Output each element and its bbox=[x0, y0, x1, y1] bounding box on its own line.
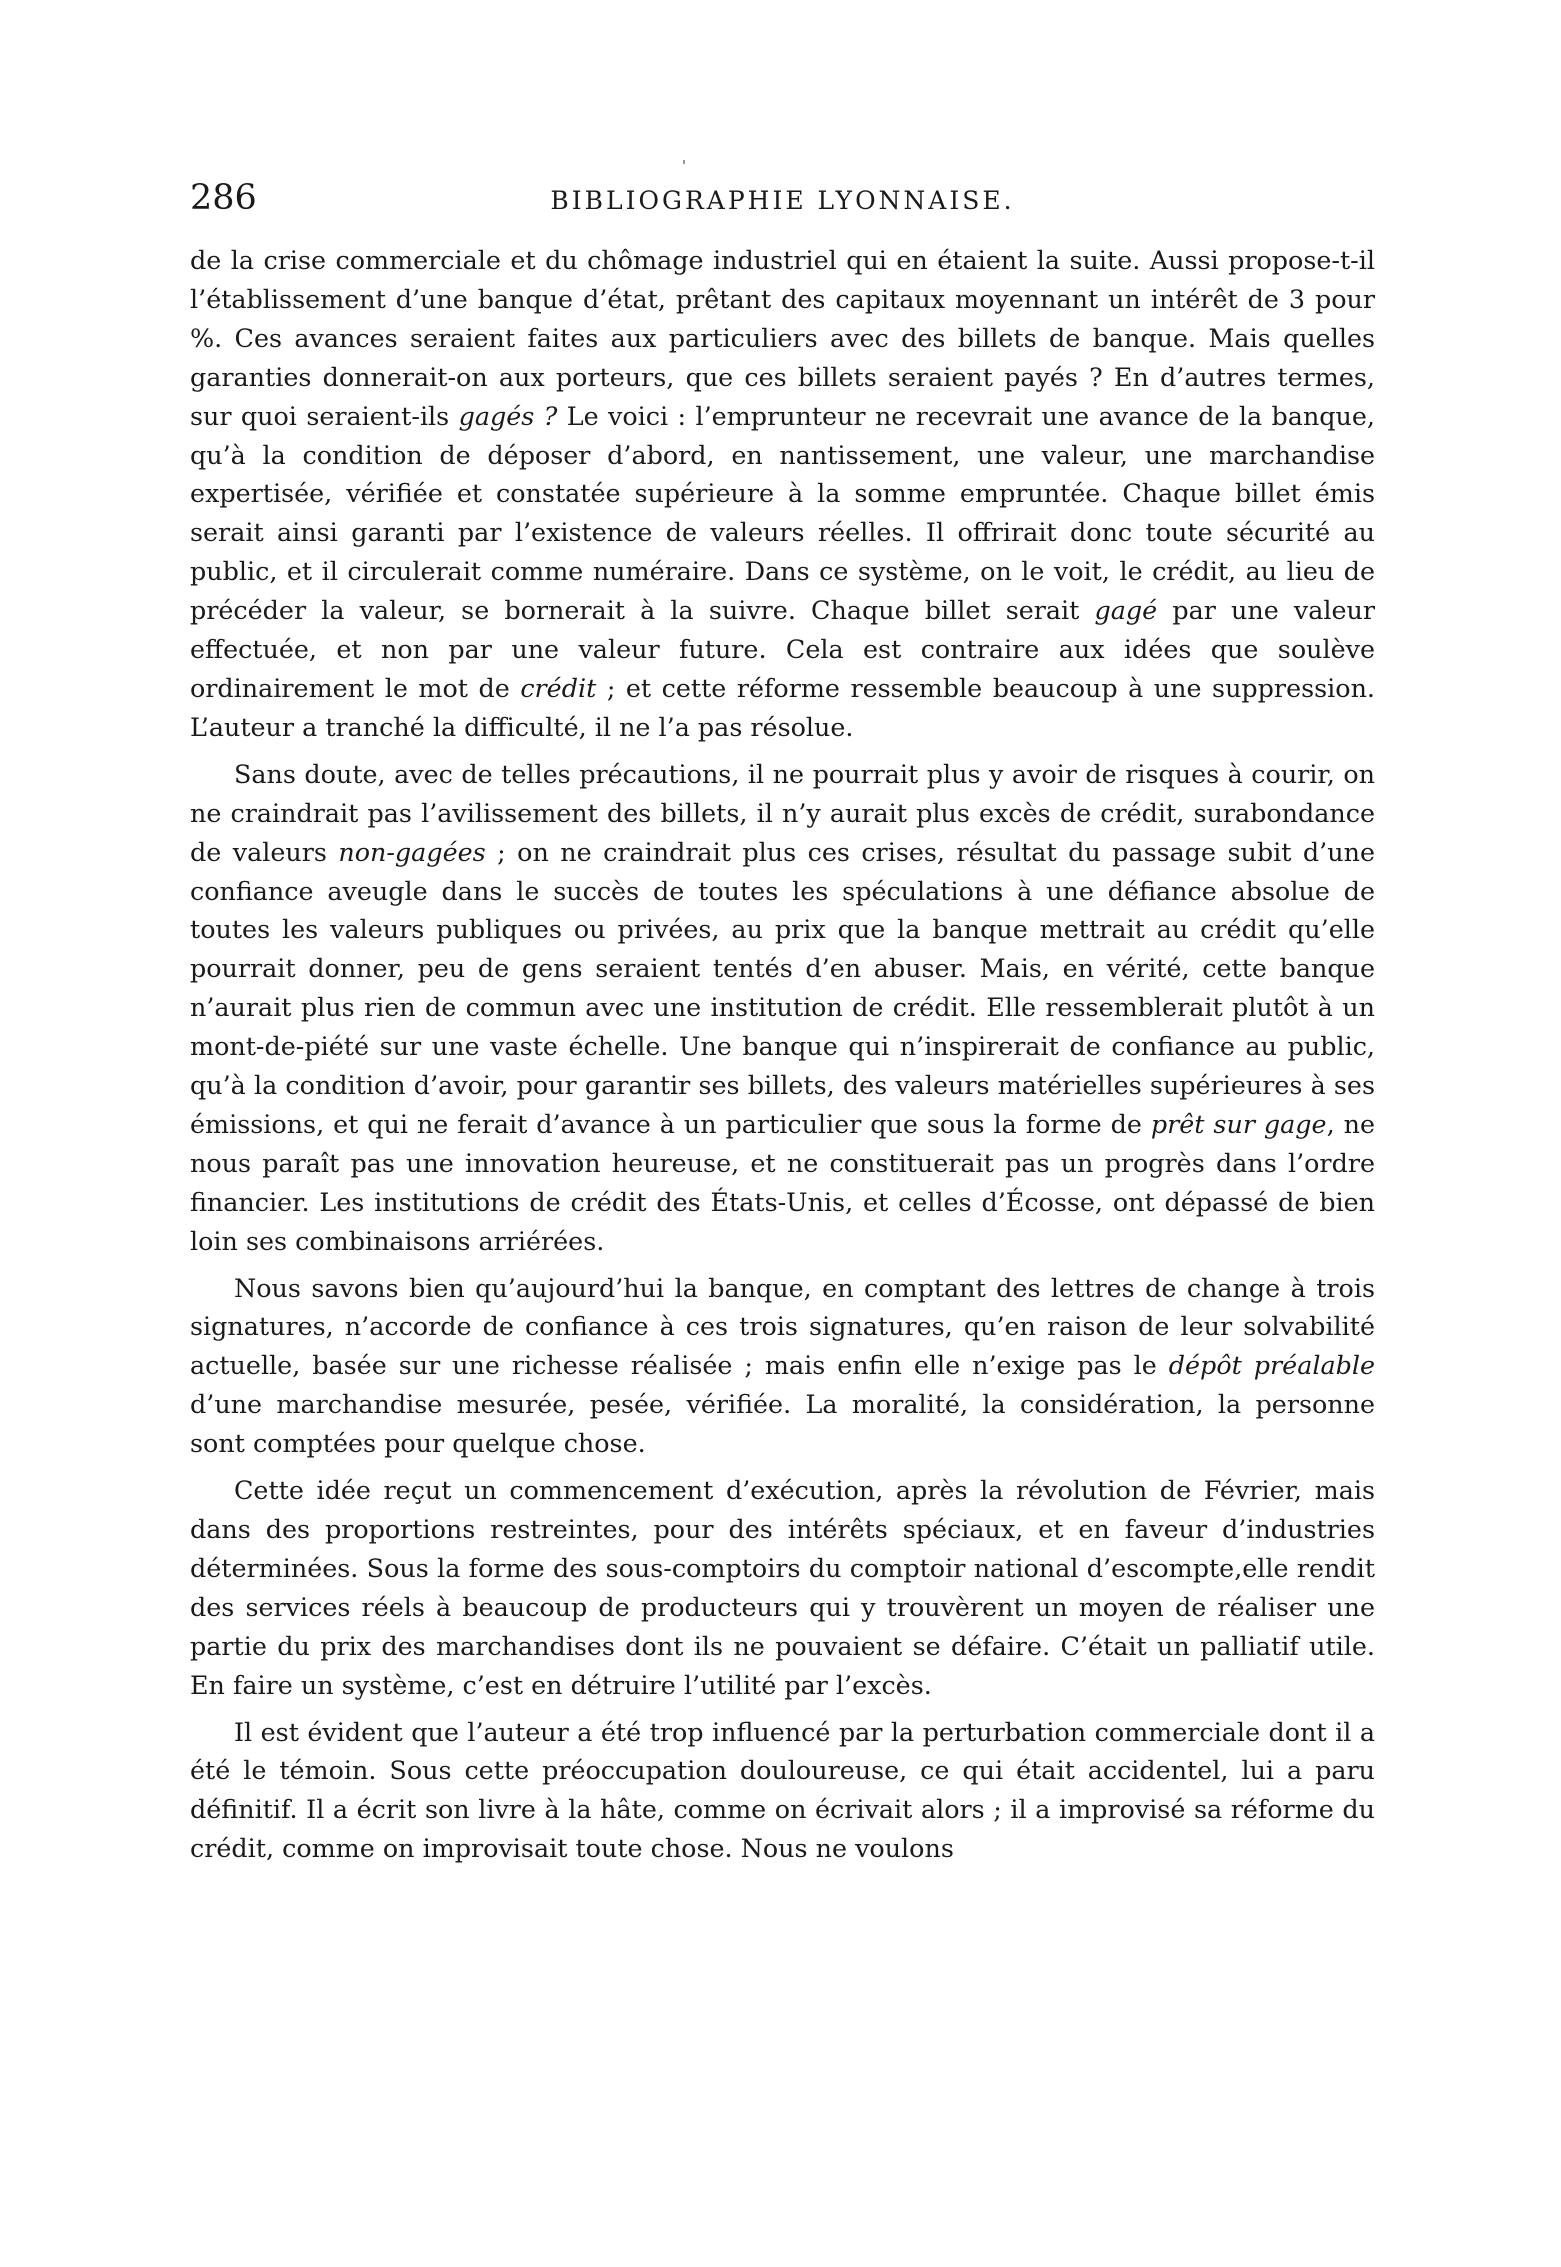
paragraph-2: Sans doute, avec de telles précautions, il ne pourrait plus y avoir de risques à courir, on ne craindrait pas l’avilissement des billets, il n’y aurait plus excès de crédit, surabondance de valeurs non-gagées ; on ne craindrait plus ces crises, résultat du passage subit d’une confiance aveugle dans le succès de toutes les spéculations à une défiance absolue de toutes les valeurs publiques ou privées, au prix que la banque mettrait au crédit qu’elle pourrait donner, peu de gens seraient tentés d’en abuser. Mais, en vérité, cette banque n’aurait plus rien de commun avec une institution de crédit. Elle ressemblerait plutôt à un mont-de-piété sur une vaste échelle. Une banque qui n’inspirerait de confiance au public, qu’à la condition d’avoir, pour garantir ses billets, des valeurs matérielles supérieures à ses émissions, et qui ne ferait d’avance à un particulier que sous la forme de prêt sur gage, ne nous paraît pas une innovation heureuse, et ne constituerait pas un progrès dans l’ordre financier. Les institutions de crédit des États-Unis, et celles d’Écosse, ont dépassé de bien loin ses combinaisons arriérées. bbox=[190, 758, 1375, 1256]
paragraph-4: Cette idée reçut un commencement d’exécution, après la révolution de Février, mais dans des proportions restreintes, pour des intérêts spéciaux, et en faveur d’industries déterminées. Sous la forme des sous-comptoirs du comptoir national d’escompte,elle rendit des services réels à beaucoup de producteurs qui y trouvèrent un moyen de réaliser une partie du prix des marchandises dont ils ne pouvaient se défaire. C’était un palliatif utile. En faire un système, c’est en détruire l’utilité par l’excès. bbox=[190, 1475, 1375, 1700]
page-number: 286 bbox=[190, 178, 257, 218]
italic-term: crédit bbox=[520, 672, 597, 703]
italic-term: prêt sur gage bbox=[1150, 1108, 1327, 1139]
italic-term: gagés ? bbox=[458, 400, 558, 431]
paragraph-1: de la crise commerciale et du chômage industriel qui en étaient la suite. Aussi propose-t-il l’établissement d’une banque d’état, prêtant des capitaux moyennant un intérêt de 3 pour %. Ces avances seraient faites aux particuliers avec des billets de banque. Mais quelles garanties donnerait-on aux porteurs, que ces billets seraient payés ? En d’autres termes, sur quoi seraient-ils gagés ? Le voici : l’emprunteur ne recevrait une avance de la banque, qu’à la condition de déposer d’abord, en nantissement, une valeur, une marchandise expertisée, vérifiée et constatée supérieure à la somme empruntée. Chaque billet émis serait ainsi garanti par l’existence de valeurs réelles. Il offrirait donc toute sécurité au public, et il circulerait comme numéraire. Dans ce système, on le voit, le crédit, au lieu de précéder la valeur, se bornerait à la suivre. Chaque billet serait gagé par une valeur effectuée, et non par une valeur future. Cela est contraire aux idées que soulève ordinairement le mot de crédit ; et cette réforme ressemble beaucoup à une suppression. L’auteur a tranché la difficulté, il ne l’a pas résolue. bbox=[190, 245, 1376, 742]
paragraph-3: Nous savons bien qu’aujourd’hui la banque, en comptant des lettres de change à trois signatures, n’accorde de confiance à ces trois signatures, qu’en raison de leur solvabilité actuelle, basée sur une richesse réalisée ; mais enfin elle n’exige pas le dépôt préalable d’une marchandise mesurée, pesée, vérifiée. La moralité, la considération, la personne sont comptées pour quelque chose. bbox=[190, 1272, 1375, 1459]
italic-term: dépôt préalable bbox=[1168, 1350, 1375, 1381]
italic-term: non-gagées bbox=[338, 836, 486, 867]
body-text bbox=[190, 241, 1375, 1876]
page-header bbox=[190, 176, 1375, 236]
print-mark bbox=[683, 160, 685, 164]
running-title: BIBLIOGRAPHIE LYONNAISE. bbox=[550, 186, 1015, 215]
italic-term: gagé bbox=[1094, 595, 1158, 626]
paragraph-5: Il est évident que l’auteur a été trop influencé par la perturbation commerciale dont il a été le témoin. Sous cette préoccupation douloureuse, ce qui était accidentel, lui a paru définitif. Il a écrit son livre à la hâte, comme on écrivait alors ; il a improvisé sa réforme du crédit, comme on improvisait toute chose. Nous ne voulons bbox=[190, 1716, 1375, 1864]
